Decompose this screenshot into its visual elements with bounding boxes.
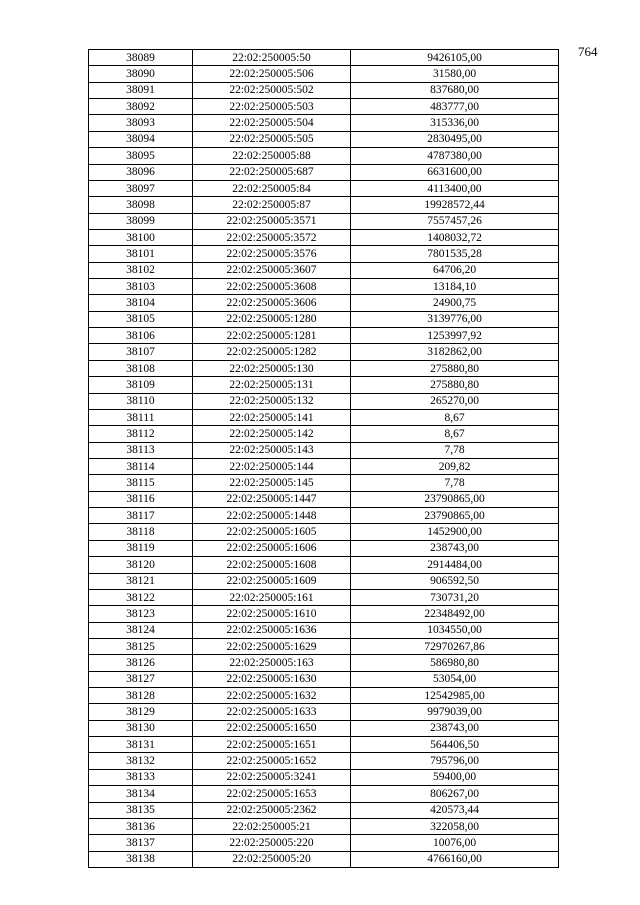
- table-row: [89, 442, 559, 458]
- cadastral-value-cell: 265270,00: [351, 393, 559, 409]
- cadastral-value-cell: 22348492,00: [351, 606, 559, 622]
- row-number-cell: 38137: [89, 835, 193, 851]
- row-number-cell: 38089: [89, 50, 193, 66]
- cadastral-number-cell: 22:02:250005:504: [193, 115, 351, 131]
- table-row: [89, 458, 559, 474]
- table-row: [89, 540, 559, 556]
- cadastral-number-cell: 22:02:250005:1651: [193, 737, 351, 753]
- table-row: [89, 491, 559, 507]
- cadastral-number-cell: 22:02:250005:132: [193, 393, 351, 409]
- cadastral-value-cell: 238743,00: [351, 720, 559, 736]
- cadastral-number-cell: 22:02:250005:1610: [193, 606, 351, 622]
- row-number-cell: 38100: [89, 229, 193, 245]
- page-number: 764: [578, 44, 598, 59]
- cadastral-number-cell: 22:02:250005:84: [193, 180, 351, 196]
- cadastral-value-cell: 7557457,26: [351, 213, 559, 229]
- row-number-cell: 38094: [89, 131, 193, 147]
- cadastral-number-cell: 22:02:250005:1281: [193, 328, 351, 344]
- cadastral-value-cell: 795796,00: [351, 753, 559, 769]
- cadastral-value-cell: 7801535,28: [351, 246, 559, 262]
- cadastral-value-cell: 4766160,00: [351, 851, 559, 867]
- row-number-cell: 38123: [89, 606, 193, 622]
- cadastral-number-cell: 22:02:250005:163: [193, 655, 351, 671]
- table-row: [89, 148, 559, 164]
- cadastral-number-cell: 22:02:250005:3572: [193, 229, 351, 245]
- row-number-cell: 38135: [89, 802, 193, 818]
- row-number-cell: 38112: [89, 426, 193, 442]
- cadastral-number-cell: 22:02:250005:161: [193, 589, 351, 605]
- cadastral-number-cell: 22:02:250005:1448: [193, 508, 351, 524]
- table-row: [89, 360, 559, 376]
- cadastral-value-cell: 586980,80: [351, 655, 559, 671]
- table-row: [89, 295, 559, 311]
- row-number-cell: 38099: [89, 213, 193, 229]
- table-row: [89, 409, 559, 425]
- cadastral-number-cell: 22:02:250005:1653: [193, 786, 351, 802]
- row-number-cell: 38127: [89, 671, 193, 687]
- row-number-cell: 38105: [89, 311, 193, 327]
- cadastral-number-cell: 22:02:250005:88: [193, 148, 351, 164]
- table-row: [89, 573, 559, 589]
- row-number-cell: 38097: [89, 180, 193, 196]
- row-number-cell: 38120: [89, 557, 193, 573]
- table-row: [89, 818, 559, 834]
- table-row: [89, 704, 559, 720]
- row-number-cell: 38115: [89, 475, 193, 491]
- cadastral-value-cell: 275880,80: [351, 360, 559, 376]
- cadastral-number-cell: 22:02:250005:142: [193, 426, 351, 442]
- row-number-cell: 38138: [89, 851, 193, 867]
- table-row: [89, 344, 559, 360]
- table-row: [89, 720, 559, 736]
- row-number-cell: 38092: [89, 99, 193, 115]
- table-row: [89, 426, 559, 442]
- cadastral-number-cell: 22:02:250005:3576: [193, 246, 351, 262]
- table-row: [89, 164, 559, 180]
- cadastral-value-cell: 9979039,00: [351, 704, 559, 720]
- table-row: [89, 115, 559, 131]
- row-number-cell: 38118: [89, 524, 193, 540]
- cadastral-value-cell: 23790865,00: [351, 508, 559, 524]
- cadastral-value-cell: 6631600,00: [351, 164, 559, 180]
- cadastral-number-cell: 22:02:250005:130: [193, 360, 351, 376]
- cadastral-value-cell: 806267,00: [351, 786, 559, 802]
- row-number-cell: 38116: [89, 491, 193, 507]
- row-number-cell: 38107: [89, 344, 193, 360]
- cadastral-value-cell: 483777,00: [351, 99, 559, 115]
- table-row: [89, 802, 559, 818]
- cadastral-value-cell: 7,78: [351, 442, 559, 458]
- table-row: [89, 279, 559, 295]
- row-number-cell: 38091: [89, 82, 193, 98]
- cadastral-number-cell: 22:02:250005:87: [193, 197, 351, 213]
- cadastral-number-cell: 22:02:250005:141: [193, 409, 351, 425]
- row-number-cell: 38102: [89, 262, 193, 278]
- table-row: [89, 524, 559, 540]
- cadastral-value-cell: 8,67: [351, 426, 559, 442]
- row-number-cell: 38111: [89, 409, 193, 425]
- cadastral-number-cell: 22:02:250005:3241: [193, 769, 351, 785]
- cadastral-value-cell: 2914484,00: [351, 557, 559, 573]
- cadastral-number-cell: 22:02:250005:1632: [193, 688, 351, 704]
- table-row: [89, 851, 559, 867]
- cadastral-value-cell: 238743,00: [351, 540, 559, 556]
- cadastral-value-cell: 23790865,00: [351, 491, 559, 507]
- cadastral-number-cell: 22:02:250005:1633: [193, 704, 351, 720]
- table-row: [89, 180, 559, 196]
- cadastral-number-cell: 22:02:250005:3571: [193, 213, 351, 229]
- cadastral-number-cell: 22:02:250005:2362: [193, 802, 351, 818]
- cadastral-number-cell: 22:02:250005:1605: [193, 524, 351, 540]
- table-row: [89, 393, 559, 409]
- cadastral-number-cell: 22:02:250005:131: [193, 377, 351, 393]
- cadastral-number-cell: 22:02:250005:1652: [193, 753, 351, 769]
- cadastral-value-cell: 12542985,00: [351, 688, 559, 704]
- row-number-cell: 38090: [89, 66, 193, 82]
- row-number-cell: 38104: [89, 295, 193, 311]
- cadastral-number-cell: 22:02:250005:1606: [193, 540, 351, 556]
- cadastral-number-cell: 22:02:250005:145: [193, 475, 351, 491]
- cadastral-value-cell: 10076,00: [351, 835, 559, 851]
- table-row: [89, 213, 559, 229]
- table-row: [89, 557, 559, 573]
- cadastral-value-cell: 7,78: [351, 475, 559, 491]
- row-number-cell: 38128: [89, 688, 193, 704]
- cadastral-value-table: [88, 49, 559, 868]
- cadastral-value-cell: 64706,20: [351, 262, 559, 278]
- table-row: [89, 82, 559, 98]
- cadastral-value-cell: 72970267,86: [351, 638, 559, 654]
- row-number-cell: 38136: [89, 818, 193, 834]
- cadastral-value-cell: 420573,44: [351, 802, 559, 818]
- cadastral-number-cell: 22:02:250005:3608: [193, 279, 351, 295]
- cadastral-value-cell: 31580,00: [351, 66, 559, 82]
- row-number-cell: 38108: [89, 360, 193, 376]
- cadastral-number-cell: 22:02:250005:1636: [193, 622, 351, 638]
- table-row: [89, 328, 559, 344]
- cadastral-number-cell: 22:02:250005:1280: [193, 311, 351, 327]
- cadastral-value-cell: 1034550,00: [351, 622, 559, 638]
- cadastral-value-cell: 4787380,00: [351, 148, 559, 164]
- table-row: [89, 99, 559, 115]
- table-row: [89, 66, 559, 82]
- cadastral-number-cell: 22:02:250005:687: [193, 164, 351, 180]
- table-row: [89, 197, 559, 213]
- row-number-cell: 38132: [89, 753, 193, 769]
- cadastral-number-cell: 22:02:250005:503: [193, 99, 351, 115]
- row-number-cell: 38124: [89, 622, 193, 638]
- cadastral-number-cell: 22:02:250005:502: [193, 82, 351, 98]
- cadastral-number-cell: 22:02:250005:1608: [193, 557, 351, 573]
- row-number-cell: 38125: [89, 638, 193, 654]
- row-number-cell: 38129: [89, 704, 193, 720]
- table-row: [89, 786, 559, 802]
- row-number-cell: 38126: [89, 655, 193, 671]
- cadastral-number-cell: 22:02:250005:21: [193, 818, 351, 834]
- cadastral-value-cell: 315336,00: [351, 115, 559, 131]
- row-number-cell: 38093: [89, 115, 193, 131]
- table-row: [89, 622, 559, 638]
- cadastral-number-cell: 22:02:250005:50: [193, 50, 351, 66]
- cadastral-number-cell: 22:02:250005:3606: [193, 295, 351, 311]
- cadastral-value-cell: 19928572,44: [351, 197, 559, 213]
- cadastral-number-cell: 22:02:250005:220: [193, 835, 351, 851]
- row-number-cell: 38130: [89, 720, 193, 736]
- table-row: [89, 737, 559, 753]
- table-body: [89, 50, 559, 868]
- cadastral-value-cell: 564406,50: [351, 737, 559, 753]
- row-number-cell: 38113: [89, 442, 193, 458]
- cadastral-value-cell: 1253997,92: [351, 328, 559, 344]
- table-row: [89, 262, 559, 278]
- row-number-cell: 38117: [89, 508, 193, 524]
- row-number-cell: 38133: [89, 769, 193, 785]
- table-row: [89, 589, 559, 605]
- cadastral-number-cell: 22:02:250005:20: [193, 851, 351, 867]
- cadastral-value-cell: 209,82: [351, 458, 559, 474]
- cadastral-value-cell: 1452900,00: [351, 524, 559, 540]
- row-number-cell: 38098: [89, 197, 193, 213]
- cadastral-number-cell: 22:02:250005:3607: [193, 262, 351, 278]
- row-number-cell: 38134: [89, 786, 193, 802]
- cadastral-value-cell: 13184,10: [351, 279, 559, 295]
- cadastral-number-cell: 22:02:250005:505: [193, 131, 351, 147]
- row-number-cell: 38121: [89, 573, 193, 589]
- cadastral-number-cell: 22:02:250005:144: [193, 458, 351, 474]
- row-number-cell: 38109: [89, 377, 193, 393]
- table-row: [89, 229, 559, 245]
- cadastral-value-cell: 3182862,00: [351, 344, 559, 360]
- row-number-cell: 38114: [89, 458, 193, 474]
- table-row: [89, 246, 559, 262]
- row-number-cell: 38095: [89, 148, 193, 164]
- cadastral-value-cell: 9426105,00: [351, 50, 559, 66]
- cadastral-value-cell: 322058,00: [351, 818, 559, 834]
- cadastral-value-cell: 730731,20: [351, 589, 559, 605]
- cadastral-number-cell: 22:02:250005:1447: [193, 491, 351, 507]
- table-row: [89, 377, 559, 393]
- cadastral-value-cell: 24900,75: [351, 295, 559, 311]
- table-row: [89, 50, 559, 66]
- row-number-cell: 38119: [89, 540, 193, 556]
- row-number-cell: 38096: [89, 164, 193, 180]
- cadastral-number-cell: 22:02:250005:506: [193, 66, 351, 82]
- table-row: [89, 753, 559, 769]
- table-row: [89, 131, 559, 147]
- cadastral-value-cell: 2830495,00: [351, 131, 559, 147]
- row-number-cell: 38106: [89, 328, 193, 344]
- table-row: [89, 638, 559, 654]
- cadastral-number-cell: 22:02:250005:1609: [193, 573, 351, 589]
- cadastral-number-cell: 22:02:250005:1629: [193, 638, 351, 654]
- cadastral-value-cell: 275880,80: [351, 377, 559, 393]
- cadastral-number-cell: 22:02:250005:1630: [193, 671, 351, 687]
- cadastral-value-cell: 3139776,00: [351, 311, 559, 327]
- cadastral-value-cell: 906592,50: [351, 573, 559, 589]
- table-row: [89, 655, 559, 671]
- cadastral-value-cell: 53054,00: [351, 671, 559, 687]
- table-row: [89, 475, 559, 491]
- table-row: [89, 606, 559, 622]
- table-row: [89, 769, 559, 785]
- table-row: [89, 508, 559, 524]
- table-row: [89, 835, 559, 851]
- table-row: [89, 311, 559, 327]
- cadastral-value-cell: 8,67: [351, 409, 559, 425]
- cadastral-number-cell: 22:02:250005:143: [193, 442, 351, 458]
- row-number-cell: 38131: [89, 737, 193, 753]
- table-row: [89, 671, 559, 687]
- row-number-cell: 38110: [89, 393, 193, 409]
- cadastral-value-cell: 4113400,00: [351, 180, 559, 196]
- row-number-cell: 38122: [89, 589, 193, 605]
- cadastral-number-cell: 22:02:250005:1282: [193, 344, 351, 360]
- cadastral-value-cell: 837680,00: [351, 82, 559, 98]
- table-row: [89, 688, 559, 704]
- cadastral-value-cell: 59400,00: [351, 769, 559, 785]
- cadastral-number-cell: 22:02:250005:1650: [193, 720, 351, 736]
- row-number-cell: 38101: [89, 246, 193, 262]
- cadastral-value-cell: 1408032,72: [351, 229, 559, 245]
- row-number-cell: 38103: [89, 279, 193, 295]
